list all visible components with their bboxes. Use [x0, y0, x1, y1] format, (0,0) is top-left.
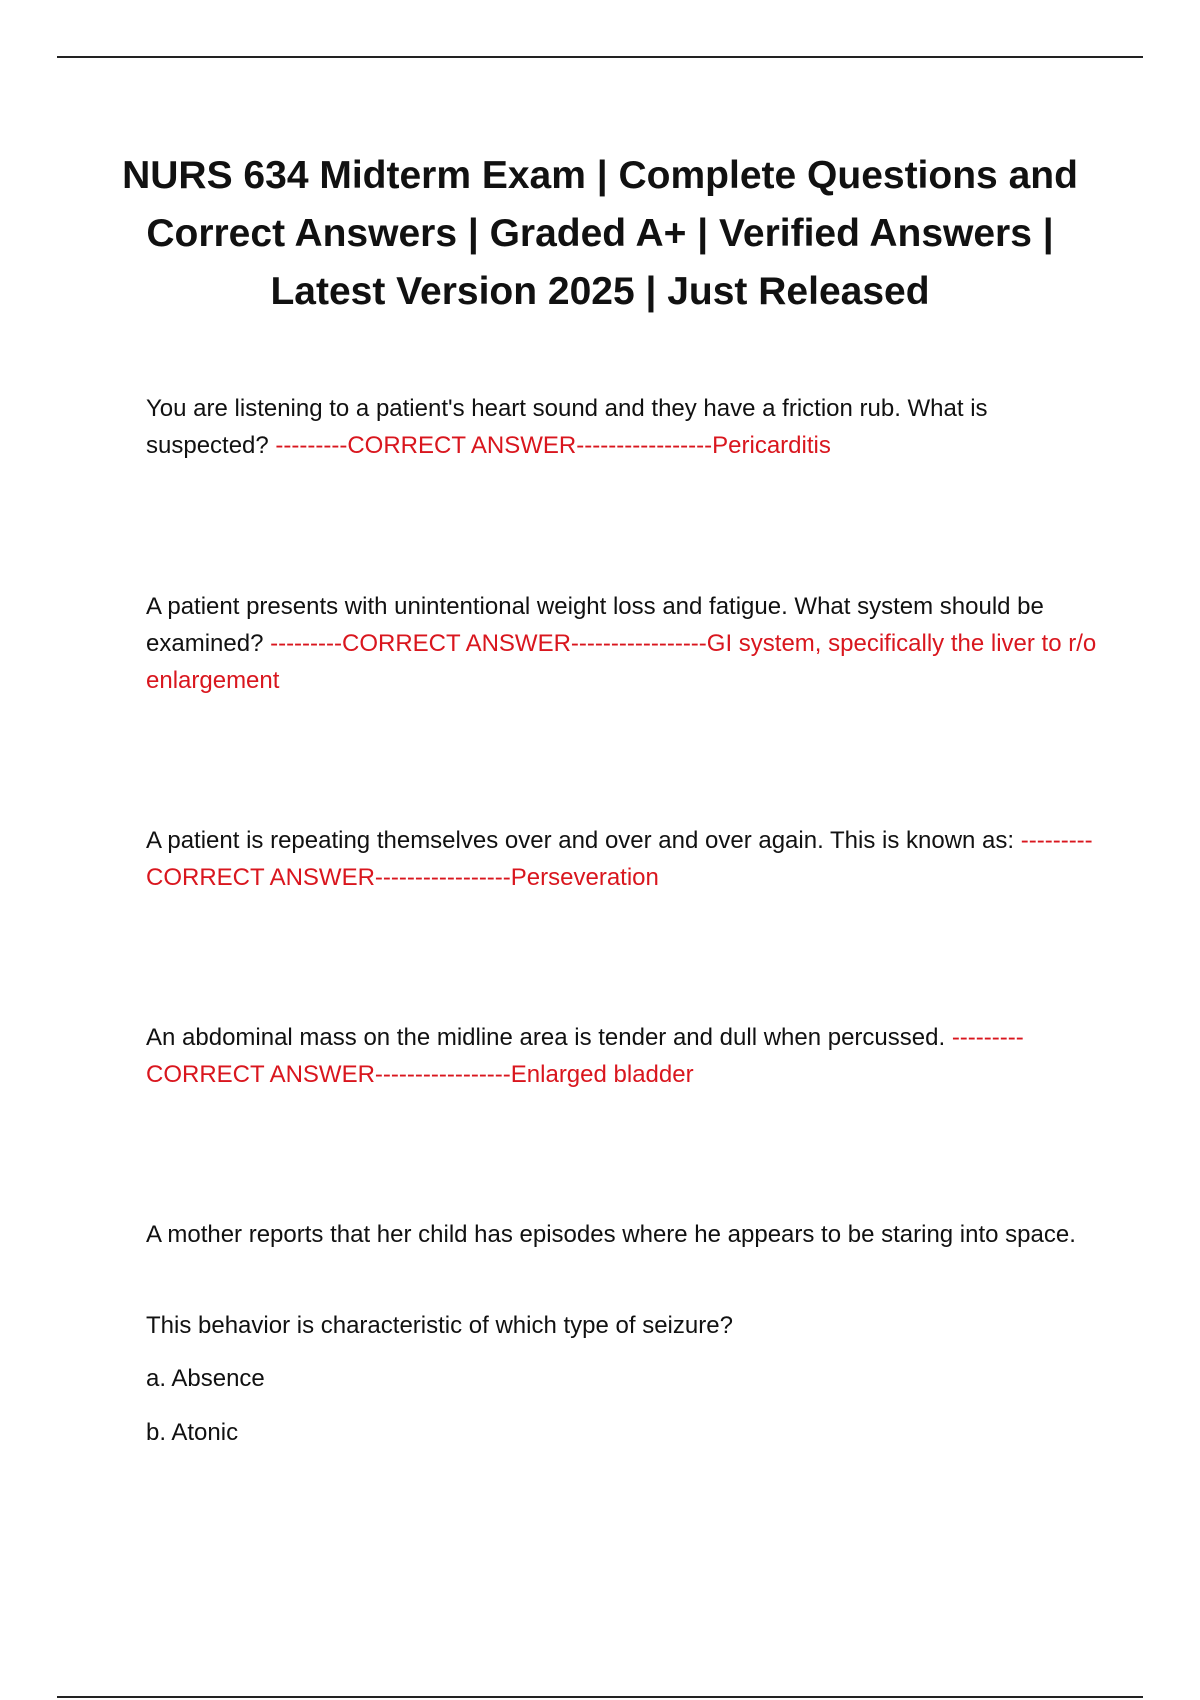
qa-item-2: [146, 588, 1098, 699]
question-text: A patient presents with unintentional weight loss and fatigue. What system should be examined?: [146, 593, 1044, 657]
question-text: An abdominal mass on the midline area is tender and dull when percussed.: [146, 1024, 952, 1051]
correct-answer: ---------CORRECT ANSWER-----------------Enlarged bladder: [146, 1024, 1024, 1088]
qa-item-4: [146, 1019, 1098, 1093]
option-b: b. Atonic: [146, 1419, 239, 1446]
bottom-rule: [57, 1696, 1143, 1698]
question-stem: A mother reports that her child has episodes where he appears to be staring into space.: [146, 1221, 1076, 1248]
question-text: A patient is repeating themselves over and over and over again. This is known as:: [146, 827, 1021, 854]
correct-answer: ---------CORRECT ANSWER-----------------GI system, specifically the liver to r/o enlargement: [146, 630, 1097, 694]
question-prompt: This behavior is characteristic of which type of seizure?: [146, 1312, 733, 1339]
correct-answer: ---------CORRECT ANSWER-----------------Pericarditis: [275, 432, 831, 459]
correct-answer: ---------CORRECT ANSWER-----------------Perseveration: [146, 827, 1093, 891]
qa-item-1: [146, 390, 1098, 464]
question-text: You are listening to a patient's heart sound and they have a friction rub. What is suspected?: [146, 395, 988, 459]
qa-item-3: [146, 822, 1098, 896]
top-rule: [57, 56, 1143, 58]
option-a: a. Absence: [146, 1365, 265, 1392]
document-title: NURS 634 Midterm Exam | Complete Questions and Correct Answers | Graded A+ | Verified Answers | Latest Version 2025 | Just Released: [122, 154, 1078, 313]
